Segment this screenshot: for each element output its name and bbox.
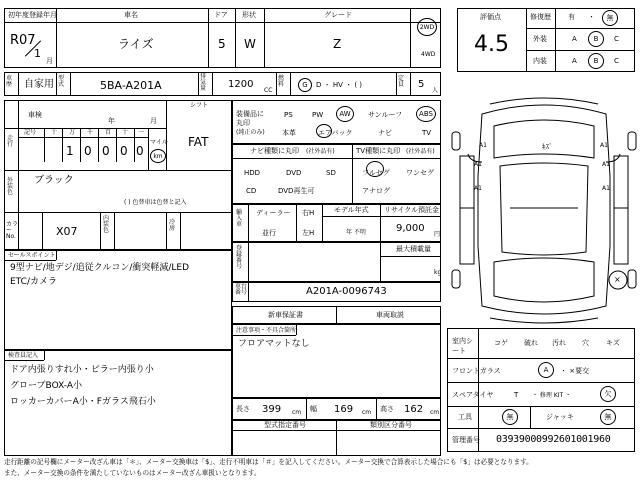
seat-ana: 穴: [582, 339, 589, 347]
exterior-a: A: [572, 35, 577, 43]
chassis-number: A201A-0096743: [306, 286, 387, 297]
control-no-label: 管理番号: [452, 436, 480, 444]
displacement-value: 1200: [228, 79, 254, 90]
tv-analog: アナログ: [362, 187, 390, 195]
score-label: 評価点: [480, 13, 501, 21]
windshield-options: ・ ×要交: [560, 367, 590, 375]
interior-color-label: 内装色: [103, 215, 110, 234]
inspection-label: 車検: [28, 111, 42, 119]
jack-label: ジャッキ: [546, 413, 574, 421]
model-label: 型式: [58, 75, 65, 88]
diagram-mark-x: ×: [614, 275, 621, 284]
import-lh: 左H: [302, 229, 315, 237]
drive-4wd: 4WD: [421, 51, 436, 58]
tools-none-circle: 無: [502, 409, 518, 425]
interior-grade-label: 内装: [533, 57, 547, 65]
spare-tire-label: スペアタイヤ: [452, 391, 494, 399]
color-no: X07: [56, 225, 78, 238]
diagram-mark-a1: A1: [602, 161, 610, 168]
import-label: 輸入車: [236, 209, 243, 228]
exterior-c: C: [614, 35, 619, 43]
length-value: 399: [262, 404, 282, 415]
tv-fullseg: フルセグ: [362, 169, 390, 177]
inspector-label: 検査員記入: [8, 352, 39, 359]
recycle-label: リサイクル預託金: [384, 206, 440, 214]
inspector-line: ドア内張りすれ小・ピラー内張り小: [10, 365, 154, 375]
interior-a: A: [572, 57, 577, 65]
car-damage-diagram: [450, 96, 638, 326]
width-unit: cm: [362, 409, 372, 416]
footer-note-2: また、メーター交換の条件を満たしていないものはメーター改ざん車扱いとなります。: [4, 469, 261, 477]
inspector-line: ロッカーカバーA小・Fガラス飛石小: [10, 397, 156, 407]
repair-history-label: 修復歴: [530, 13, 551, 21]
grade-value: Z: [333, 37, 342, 51]
car-name: ライズ: [118, 37, 154, 51]
max-load-unit: kg: [434, 269, 442, 276]
footer-note-1: 走行距離の記号欄にメーター改ざん車は「＊」、メーター交換車は「$」、走行不明車は「＃」を記入してください。メーター交換で合算表示した場合にも「$」は必要となります。: [4, 458, 533, 466]
unit-ju: 十: [122, 129, 129, 136]
mileage-digit: 0: [120, 144, 128, 158]
equip-aw-circle: AW: [336, 106, 354, 122]
seat-kizu: キズ: [606, 339, 620, 347]
spare-none-circle: 欠: [600, 386, 616, 402]
grade-label: グレード: [324, 11, 352, 19]
diagram-mark-a1: A1: [474, 161, 482, 168]
equip-airbag: エアバック: [318, 129, 353, 137]
seat-yogore: 汚れ: [552, 339, 566, 347]
inspection-month-unit: 月: [150, 117, 157, 125]
door-count: 5: [218, 37, 226, 51]
mileage-digit: 1: [66, 144, 74, 158]
diagram-mark-a1: A1: [600, 142, 608, 149]
import-dealer: ディーラー: [256, 209, 291, 217]
height-unit: cm: [430, 409, 440, 416]
diagram-mark-a1: A1: [602, 185, 610, 192]
interior-seat-label: 室内シート: [452, 337, 473, 355]
windshield-a-circle: A: [538, 362, 554, 378]
interior-c: C: [614, 57, 619, 65]
unit-ichi: 一: [138, 129, 145, 136]
equip-ps: PS: [284, 111, 293, 119]
import-parallel: 並行: [262, 229, 276, 237]
fuel-options: D ・ HV ・ ( ): [316, 81, 363, 89]
first-reg-month: 1: [34, 47, 41, 60]
model-year-suffix: 年 不明: [346, 229, 366, 236]
equip-abs-circle: ABS: [416, 106, 436, 122]
first-reg-label: 初年度登録年月: [8, 11, 57, 19]
diagram-mark-a1: A1: [479, 142, 487, 149]
length-label: 長さ: [236, 405, 250, 413]
spare-t: T: [514, 391, 519, 399]
model-code: 5BA-A201A: [100, 79, 162, 92]
capacity-unit: 人: [432, 87, 439, 94]
height-value: 162: [404, 404, 424, 415]
tv-type-sub: (社外品有): [406, 148, 435, 155]
interior-b-circle: B: [588, 53, 604, 69]
sales-point-line: 9型ナビ/地デジ/追従クルコン/衝突軽減/LED: [10, 263, 190, 273]
seat-yabure: 破れ: [524, 339, 538, 347]
body-shape: W: [244, 37, 256, 51]
unit-sen: 千: [87, 129, 94, 136]
vehicle-manual: 車両取説: [376, 311, 404, 319]
notes-text: フロアマットなし: [238, 339, 310, 349]
chassis-label: 車台番号: [235, 283, 248, 296]
mileage-digit: 0: [102, 144, 110, 158]
tv-type-label: TV種類に丸印: [356, 147, 401, 155]
unit-10man: 十: [51, 129, 58, 136]
sales-point-label: セールスポイント: [8, 252, 56, 259]
navi-sd: SD: [326, 169, 336, 177]
navi-cd: CD: [246, 187, 257, 195]
navi-dvd-play: DVD再生可: [278, 187, 315, 195]
capacity-value: 5: [418, 79, 425, 90]
shift-label: シフト: [190, 102, 209, 109]
length-unit: cm: [292, 409, 302, 416]
windshield-label: フロントガラス: [452, 367, 501, 375]
inspection-year-unit: 年: [108, 117, 115, 125]
exterior-b-circle: B: [588, 31, 604, 47]
fullseg-circle: [366, 161, 384, 177]
diagram-mark-ku: ｷｽﾞ: [542, 143, 553, 151]
equip-label: 装備品に丸印: [236, 110, 264, 127]
mileage-label: 走行: [7, 135, 14, 148]
reg-no-label: 登録番号: [236, 245, 243, 270]
new-warranty: 新車保証書: [268, 311, 303, 319]
exterior-grade-label: 外装: [533, 35, 547, 43]
drive-2wd-circle: 2WD: [417, 18, 437, 36]
fuel-label: 燃料: [278, 75, 285, 88]
sales-point-line: ETC/カメラ: [10, 277, 57, 287]
equip-pw: PW: [312, 111, 324, 119]
airbag-circle: [316, 124, 332, 138]
history-label: 車歴: [6, 75, 13, 88]
displacement-label: 排気量: [200, 73, 207, 92]
inspector-line: グローブBOX-A小: [10, 381, 82, 391]
shape-label: 形状: [242, 11, 256, 19]
model-year-label: モデル年式: [334, 206, 369, 214]
color-change-note: ( ) 色替車は色替と記入: [124, 199, 187, 206]
recycle-value: 9,000: [396, 223, 425, 234]
first-reg-year: R07: [10, 33, 36, 48]
navi-hdd: HDD: [244, 169, 261, 177]
repair-no-circle: 無: [602, 10, 618, 26]
equip-tv: TV: [422, 129, 432, 137]
exterior-color: ブラック: [34, 175, 74, 186]
class-label: 類別区分番号: [370, 421, 412, 429]
equip-leather: 本革: [282, 129, 296, 137]
tools-label: 工具: [458, 413, 472, 421]
repair-yes: 有: [568, 13, 575, 21]
capacity-label: 定員: [398, 75, 405, 88]
unit-hyaku: 百: [105, 129, 112, 136]
navi-type-label: ナビ種類に丸印: [250, 147, 299, 155]
exterior-color-label: 外装色: [7, 177, 14, 196]
height-label: 高さ: [380, 405, 394, 413]
mile-unit: マイル: [150, 139, 168, 146]
ac-label: 冷房: [169, 219, 176, 232]
equip-sub: (純正のみ): [236, 129, 265, 136]
diagram-mark-a1: A1: [474, 185, 482, 192]
type-spec-label: 型式指定番号: [264, 421, 306, 429]
equip-navi: ナビ: [378, 129, 392, 137]
fuel-g-circle: G: [298, 78, 312, 92]
max-load-label: 最大積載量: [396, 245, 431, 253]
mileage-digit: 0: [84, 144, 92, 158]
color-no-label: カラーNo.: [6, 221, 19, 240]
score-value: 4.5: [474, 32, 509, 57]
control-number: 03939000992601001960: [496, 434, 611, 445]
km-circle: km: [150, 149, 166, 163]
tv-oneseg: ワンセグ: [406, 169, 434, 177]
jack-none-circle: 無: [600, 409, 616, 425]
door-label: ドア: [214, 11, 228, 19]
cc-unit: CC: [264, 87, 273, 94]
count-label: 記号: [24, 129, 37, 136]
notes-label: 注意事項・不具合箇所: [236, 327, 297, 334]
width-label: 幅: [310, 405, 317, 413]
spare-kit: ・ 修理 KIT ・: [532, 392, 572, 399]
repair-dot: ・: [588, 13, 595, 21]
shift-value: FAT: [188, 135, 209, 149]
seat-koge: コゲ: [494, 339, 508, 347]
month-unit: 月: [46, 57, 53, 65]
use-type: 自家用: [24, 79, 54, 90]
unit-man: 万: [69, 129, 76, 136]
navi-dvd: DVD: [286, 169, 302, 177]
car-name-label: 車名: [124, 11, 138, 19]
import-rh: 右H: [302, 209, 315, 217]
navi-type-sub: (社外品有): [306, 148, 335, 155]
equip-sunroof: サンルーフ: [368, 111, 403, 119]
width-value: 169: [334, 404, 354, 415]
mileage-digit: 0: [136, 144, 144, 158]
recycle-yen: 円: [434, 231, 441, 238]
